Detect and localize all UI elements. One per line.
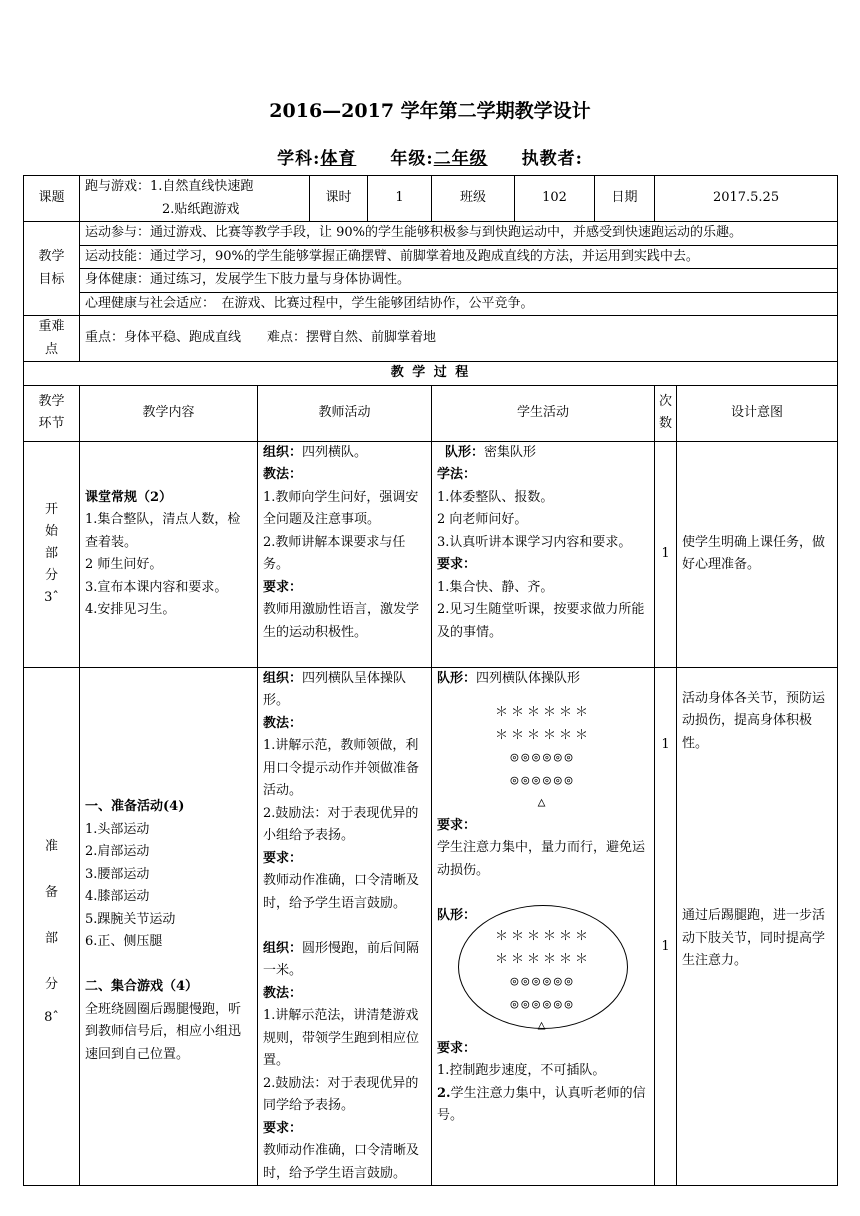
key-points-row [24,316,838,362]
grade-label: 年级: [390,149,434,169]
goal-row [24,292,838,316]
header-row [24,176,838,222]
column-header-row [24,385,838,441]
prep-section-row [24,667,838,1186]
start-teacher: 组织：四列横队。 教法： 1.教师向学生问好，强调安全问题及注意事项。 2.教师讲解本课要求与任务。 要求： 教师用激励性语言，激发学生的运动积极性。 [258,441,432,667]
grade-value: 二年级 [433,149,488,169]
col-intent: 设计意图 [677,385,838,441]
start-student: 队形：密集队形 学法： 1.体委整队、报数。 2 向老师问好。 3.认真听讲本课学习内容和要求。 要求： 1.集合快、静、齐。 2.见习生随堂听课，按要求做力所能及的事情。 [432,441,655,667]
prep-intent: 活动身体各关节，预防运动损伤，提高身体积极性。 通过后踢腿跑，进一步活动下肢关节，同时提高学生注意力。 [677,667,838,1186]
lesson-plan-table [23,175,838,1186]
teacher-label: 执教者: [521,149,583,169]
class-label: 班级 [432,176,515,222]
topic-cell [80,176,310,222]
goal-item: 运动参与：通过游戏、比赛等教学手段，让 90%的学生能够积极参与到快跑运动中，并感受到快速跑运动的乐趣。 [80,222,838,246]
formation-grid [437,702,649,815]
date-label: 日期 [595,176,655,222]
teacher-marker: △ [537,795,549,810]
key-points-text: 重点：身体平稳、跑成直线 难点：摆臂自然、前脚掌着地 [80,316,838,362]
formation-row: ◎◎◎◎◎◎ [510,974,576,989]
start-section-row [24,441,838,667]
formation-row: ＊＊＊＊＊＊ [494,929,591,944]
goal-row [24,245,838,269]
col-times: 次 数 [655,385,677,441]
process-header: 教 学 过 程 [24,362,838,386]
goal-item: 心理健康与社会适应： 在游戏、比赛过程中，学生能够团结协作，公平竞争。 [80,292,838,316]
start-times: 1 [655,441,677,667]
col-teacher: 教师活动 [258,385,432,441]
prep-teacher: 组织：四列横队呈体操队形。 教法： 1.讲解示范，教师领做，利用口令提示动作并领做准备活动。 2.鼓励法：对于表现优异的小组给予表扬。 要求： 教师动作准确，口令清晰及时，给予学生语言鼓励。 组织：圆形慢跑，前后间隔一米。 教法： 1.讲解示范法，讲清楚游戏规则，带领学生跑到相应位置。 2.鼓励法：对于表现优异的同学给予表扬。 要求： 教师动作准确，口令清晰及时，给予学生语言鼓励。 [258,667,432,1186]
period-value: 1 [368,176,432,222]
subject-value: 体育 [320,149,357,169]
formation-row: ◎◎◎◎◎◎ [510,996,576,1012]
formation-row: ＊＊＊＊＊＊ [495,727,592,743]
topic-line-2: 2.贴纸跑游戏 [162,201,240,217]
formation-row: ◎◎◎◎◎◎ [510,750,576,765]
key-points-label: 重难 点 [24,316,80,362]
formation-row: ＊＊＊＊＊＊ [494,951,591,967]
col-stage: 教学 环节 [24,385,80,441]
col-content: 教学内容 [80,385,258,441]
prep-student: 队形：四列横队体操队形 ＊＊＊＊＊＊ ＊＊＊＊＊＊ ◎◎◎◎◎◎ ◎◎◎◎◎◎ △ 要求： 学生注意力集中，量力而行，避免运动损伤。 队形： ＊＊＊＊＊＊ ＊＊＊＊＊＊ ◎◎◎◎◎◎ ◎◎◎◎◎◎ △ 要求： 1.控制跑步速度，不可插队。 2.学生注意力集中，认真听老师的信号。 [432,667,655,1186]
process-header-row [24,362,838,386]
topic-label: 课题 [24,176,80,222]
subject-label: 学科: [277,149,321,169]
start-intent: 使学生明确上课任务，做好心理准备。 [677,441,838,667]
goal-row [24,269,838,293]
start-content: 课堂常规（2） 1.集合整队，清点人数，检查着装。 2 师生问好。 3.宣布本课内容和要求。 4.安排见习生。 [80,441,258,667]
page-subtitle [0,144,860,169]
formation-row: ＊＊＊＊＊＊ [495,705,592,720]
page-title: 2016—2017 学年第二学期教学设计 [269,100,591,122]
formation-row: ◎◎◎◎◎◎ [510,772,576,788]
period-label: 课时 [310,176,368,222]
goal-item: 身体健康：通过练习，发展学生下肢力量与身体协调性。 [80,269,838,293]
topic-line-1: 跑与游戏：1.自然直线快速跑 [85,179,254,194]
goals-label: 教学 目标 [24,222,80,316]
prep-content: 一、准备活动(4) 1.头部运动 2.肩部运动 3.腰部运动 4.膝部运动 5.踝腕关节运动 6.正、侧压腿 二、集合游戏（4） 全班绕圆圈后踢腿慢跑，听到教师信号后，相应小组迅速回到自己位置。 [80,667,258,1186]
teacher-marker: △ [537,1018,549,1033]
stage-start: 开 始 部 分 3ˆ [24,441,80,667]
class-value: 102 [515,176,595,222]
date-value: 2017.5.25 [655,176,838,222]
circle-formation [458,905,628,1029]
col-student: 学生活动 [432,385,655,441]
stage-prep: 准 备 部 分 8ˆ [24,667,80,1186]
prep-times: 1 1 [655,667,677,1186]
goal-item: 运动技能：通过学习，90%的学生能够掌握正确摆臂、前脚掌着地及跑成直线的方法，并运用到实践中去。 [80,245,838,269]
goal-row [24,222,838,246]
